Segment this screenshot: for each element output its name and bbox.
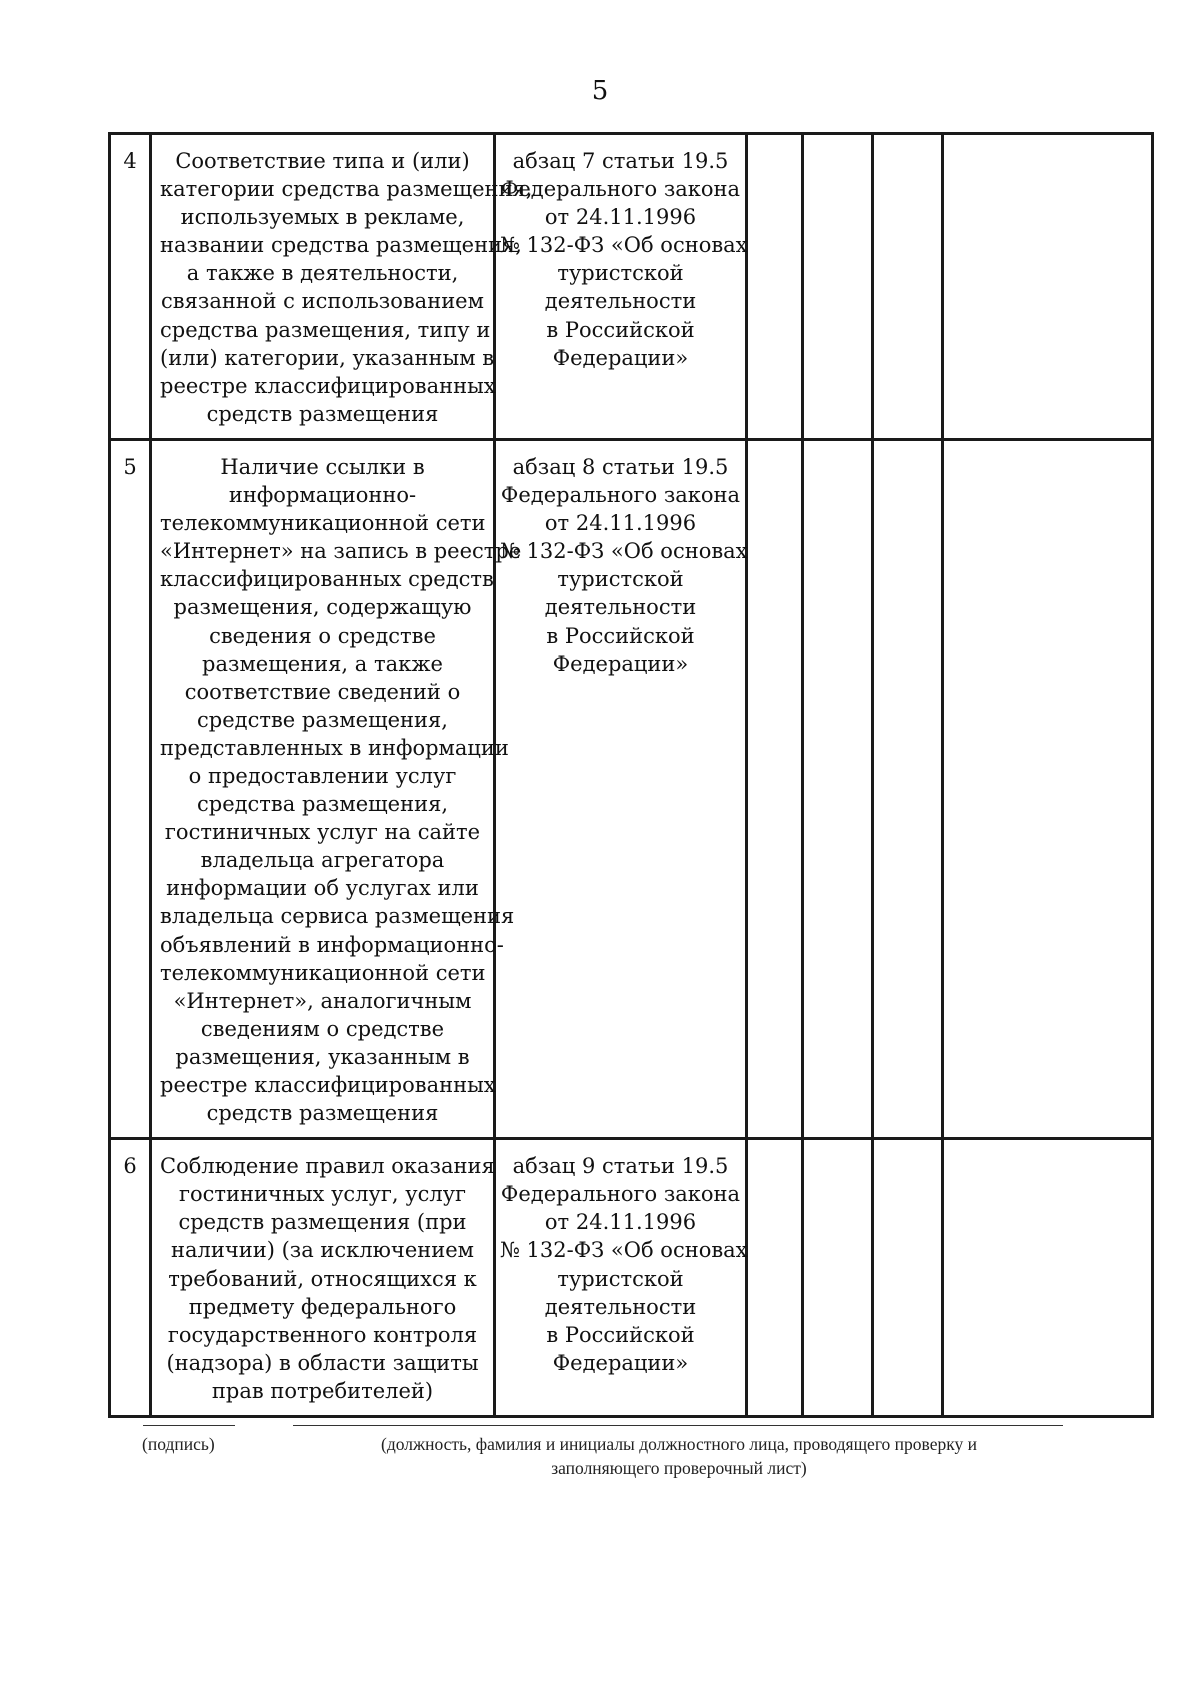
text-line: соответствие сведений о [184, 679, 461, 704]
table-row [110, 134, 1153, 440]
text-line: «Интернет», аналогичным [173, 988, 472, 1013]
text-line: Соблюдение правил оказания [160, 1154, 495, 1179]
text-line: гостиничных услуг, услуг [178, 1182, 467, 1207]
answer-not-applicable-cell[interactable] [873, 134, 943, 440]
text-line: реестре классифицированных [160, 373, 496, 398]
text-line: Федерального закона [500, 483, 741, 508]
text-line: категории средства размещения, [160, 177, 533, 202]
text-line: Федерации» [552, 345, 689, 370]
text-line: туристской [557, 1266, 684, 1291]
text-line: размещения, указанным в [175, 1044, 470, 1069]
text-line: Федерального закона [500, 177, 741, 202]
answer-yes-cell[interactable] [747, 134, 803, 440]
text-line: информационно- [228, 483, 417, 508]
text-line: в Российской [546, 623, 695, 648]
table-row [110, 1139, 1153, 1417]
text-line: от 24.11.1996 [544, 205, 697, 230]
text-line: телекоммуникационной сети [160, 960, 486, 985]
legal-basis-cell [495, 439, 747, 1138]
legal-basis-cell [495, 1139, 747, 1417]
text-line: классифицированных средств [160, 567, 494, 592]
text-line: от 24.11.1996 [544, 511, 697, 536]
legal-basis-cell [495, 134, 747, 440]
note-cell[interactable] [943, 134, 1153, 440]
text-line: деятельности [544, 289, 697, 314]
text-line: средств размещения (при [178, 1210, 467, 1235]
official-name-line[interactable] [293, 1425, 1063, 1426]
text-line: используемых в рекламе, [180, 205, 465, 230]
answer-not-applicable-cell[interactable] [873, 439, 943, 1138]
text-line: в Российской [546, 317, 695, 342]
text-line: сведения о средстве [209, 623, 436, 648]
row-number: 4 [110, 134, 151, 440]
text-line: в Российской [546, 1322, 695, 1347]
text-line: Федерации» [552, 651, 689, 676]
official-position-caption [300, 1432, 1058, 1480]
text-line: от 24.11.1996 [544, 1210, 697, 1235]
text-line: наличии) (за исключением [170, 1238, 474, 1263]
signature-line[interactable] [143, 1425, 235, 1426]
requirement-cell [151, 1139, 495, 1417]
text-line: средств размещения [206, 401, 439, 426]
text-line: владельца сервиса размещения [160, 904, 515, 929]
checklist-table-body [110, 134, 1153, 1417]
text-line: деятельности [544, 1294, 697, 1319]
text-line: абзац 7 статьи 19.5 [512, 149, 729, 173]
text-line: о предоставлении услуг [188, 763, 457, 788]
answer-not-applicable-cell[interactable] [873, 1139, 943, 1417]
text-line: средства размещения, [196, 792, 448, 817]
text-line: туристской [557, 567, 684, 592]
text-line: (надзора) в области защиты [166, 1350, 479, 1375]
text-line: абзац 9 статьи 19.5 [512, 1154, 729, 1179]
answer-no-cell[interactable] [803, 439, 873, 1138]
text-line: средства размещения, типу и [160, 317, 491, 342]
text-line: гостиничных услуг на сайте [164, 820, 481, 845]
row-number: 6 [110, 1139, 151, 1417]
text-line: связанной с использованием [161, 289, 484, 314]
text-line: информации об услугах или [166, 876, 479, 901]
text-line: «Интернет» на запись в реестре [160, 539, 522, 564]
text-line: Федерации» [552, 1350, 689, 1375]
text-line: заполняющего проверочный лист) [551, 1458, 807, 1478]
text-line: Наличие ссылки в [220, 454, 425, 479]
note-cell[interactable] [943, 1139, 1153, 1417]
text-line: представленных в информации [160, 735, 509, 760]
text-line: телекоммуникационной сети [160, 511, 486, 536]
requirement-cell [151, 439, 522, 1138]
text-line: № 132-ФЗ «Об основах [500, 233, 748, 258]
text-line: средстве размещения, [197, 707, 448, 732]
note-cell[interactable] [943, 439, 1153, 1138]
text-line: абзац 8 статьи 19.5 [512, 454, 729, 479]
text-line: требований, относящихся к [168, 1266, 477, 1291]
text-line: размещения, содержащую [173, 595, 472, 620]
text-line: названии средства размещения, [160, 233, 522, 258]
text-line: Федерального закона [500, 1182, 741, 1207]
text-line: (или) категории, указанным в [160, 345, 495, 370]
checklist-table [108, 132, 1154, 1418]
text-line: № 132-ФЗ «Об основах [500, 539, 748, 564]
text-line: туристской [557, 261, 684, 286]
text-line: прав потребителей) [211, 1378, 434, 1403]
text-line: размещения, а также [202, 651, 443, 676]
page-number: 5 [591, 76, 609, 106]
answer-yes-cell[interactable] [747, 439, 803, 1138]
text-line: владельца агрегатора [200, 848, 445, 873]
text-line: № 132-ФЗ «Об основах [500, 1238, 748, 1263]
text-line: сведениям о средстве [200, 1016, 445, 1041]
text-line: средств размещения [206, 1101, 439, 1126]
text-line: (должность, фамилия и инициалы должностного лица, проводящего проверку и [381, 1434, 977, 1454]
table-row [110, 439, 1153, 1138]
requirement-cell [151, 134, 533, 440]
text-line: Соответствие типа и (или) [175, 149, 470, 173]
text-line: государственного контроля [167, 1322, 478, 1347]
text-line: реестре классифицированных [160, 1073, 496, 1097]
row-number: 5 [110, 439, 151, 1138]
text-line: предмету федерального [188, 1294, 457, 1319]
text-line: деятельности [544, 595, 697, 620]
answer-no-cell[interactable] [803, 134, 873, 440]
text-line: а также в деятельности, [186, 261, 459, 286]
answer-yes-cell[interactable] [747, 1139, 803, 1417]
text-line: объявлений в информационно- [160, 932, 504, 957]
signature-caption: (подпись) [142, 1434, 215, 1454]
answer-no-cell[interactable] [803, 1139, 873, 1417]
